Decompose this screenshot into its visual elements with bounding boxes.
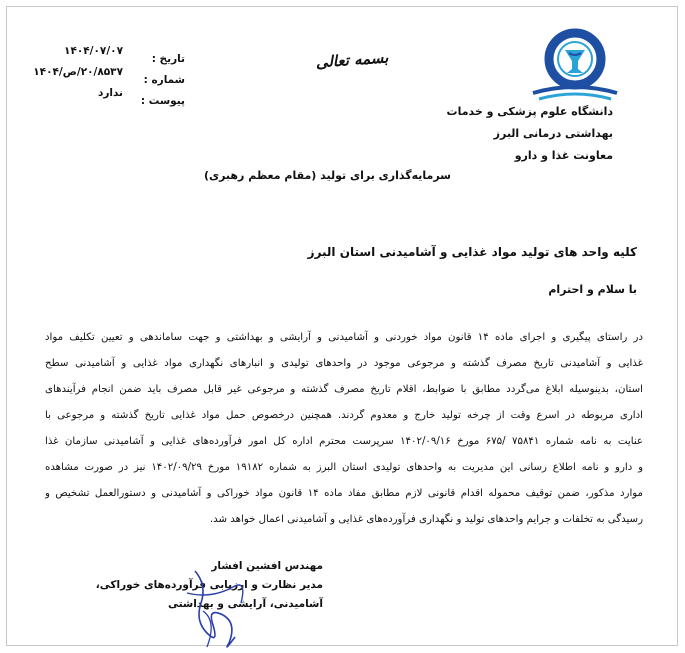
org-line: دانشگاه علوم پزشکی و خدمات	[446, 105, 613, 118]
body-line: موارد مذکور، ضمن توقیف محموله اقدام قانونی لازم مطابق مفاد ماده ۱۴ قانون مواد خوراکی و آشامیدنی و دستورالعمل تشخیص و	[45, 488, 643, 499]
attachment-label: پیوست :	[140, 95, 185, 107]
date-value: ۱۴۰۴/۰۷/۰۷	[64, 45, 123, 57]
body-line: استان، بدینوسیله ابلاغ می‌گردد مطابق با ضوابط، اقلام تاریخ مصرف گذشته و مرجوعی غیر قابل مصرف باید ضمن انجام فرآیندهای	[45, 384, 643, 395]
body-line: و دارو و نامه اطلاع رسانی این مدیریت به واحدهای تولیدی استان البرز به شماره ۱۹۱۸۲ مورخ ۱۴۰۲/۰۹/۲۹ نیز در صورت مشاهده	[45, 462, 643, 473]
slogan: سرمایه‌گذاری برای تولید (مقام معظم رهبری)	[203, 169, 451, 182]
letter-meta-labels	[137, 49, 185, 112]
number-label: شماره :	[143, 74, 185, 86]
body-line: غذایی و آشامیدنی تاریخ مصرف گذشته و مرجوعی موجود در واحدهای تولیدی و انبارهای نگهداری مواد غذایی و آشامیدنی سطح	[45, 358, 643, 369]
date-label: تاریخ :	[151, 53, 185, 65]
signatory-title: مدیر نظارت و ارزیابی فرآورده‌های خوراکی،	[95, 579, 323, 591]
letter-page	[6, 6, 678, 646]
letter-meta-values	[25, 41, 123, 104]
org-line: معاونت غذا و دارو	[514, 149, 613, 162]
body-line: در راستای پیگیری و اجرای ماده ۱۴ قانون مواد خوردنی و آشامیدنی و آرایشی و بهداشتی و جهت ساماندهی و تعیین تکلیف مواد	[45, 332, 643, 343]
body-line: عنایت به نامه شماره ۷۵۸۴۱ /۶۷۵ مورخ ۱۴۰۲/۰۹/۱۶ سرپرست محترم اداره کل امور فرآورده‌های غذایی و آشامیدنی سازمان غذا	[45, 436, 643, 447]
university-logo	[525, 23, 625, 103]
attachment-value: ندارد	[97, 87, 123, 99]
signatory-name: مهندس افشین افشار	[211, 560, 323, 572]
body-line: رسیدگی به تخلفات و جرایم واحدهای تولید و نگهداری فرآورده‌های غذایی و آشامیدنی اعمال خواهد شد.	[209, 514, 643, 525]
basmala-heading: بسمه تعالی	[315, 48, 389, 72]
recipient-line: کلیه واحد های تولید مواد غذایی و آشامیدنی استان البرز	[307, 245, 637, 259]
signature-block	[95, 557, 323, 614]
signatory-title: آشامیدنی، آرایشی و بهداشتی	[167, 598, 323, 610]
greeting: با سلام و احترام	[548, 283, 637, 296]
organization-block	[413, 101, 613, 167]
body-line: اداری مربوطه در اسرع وقت از چرخه تولید خارج و معدوم گردند. همچنین درخصوص حمل مواد غذایی تاریخ گذشته و مرجوعی با	[45, 410, 643, 421]
number-value: ۲۰/۸۵۳۷/ص/۱۴۰۴	[33, 66, 123, 78]
letter-body	[45, 325, 643, 533]
org-line: بهداشتی درمانی البرز	[493, 127, 613, 140]
